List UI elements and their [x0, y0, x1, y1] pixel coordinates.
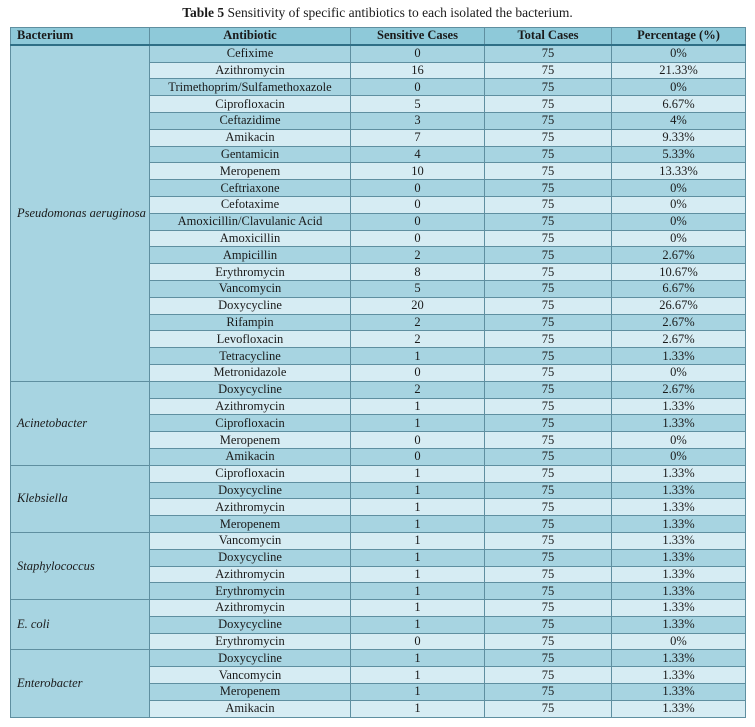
total-cases-cell: 75 — [485, 112, 612, 129]
percentage-cell: 1.33% — [612, 516, 746, 533]
antibiotic-cell: Vancomycin — [150, 667, 351, 684]
percentage-cell: 26.67% — [612, 297, 746, 314]
sensitive-cases-cell: 1 — [351, 616, 485, 633]
sensitive-cases-cell: 16 — [351, 62, 485, 79]
antibiotic-cell: Azithromycin — [150, 398, 351, 415]
total-cases-cell: 75 — [485, 364, 612, 381]
sensitive-cases-cell: 0 — [351, 432, 485, 449]
antibiotic-cell: Vancomycin — [150, 280, 351, 297]
percentage-cell: 13.33% — [612, 163, 746, 180]
percentage-cell: 1.33% — [612, 566, 746, 583]
table-caption — [0, 4, 755, 22]
total-cases-cell: 75 — [485, 700, 612, 717]
sensitive-cases-cell: 1 — [351, 549, 485, 566]
antibiotic-cell: Doxycycline — [150, 297, 351, 314]
total-cases-cell: 75 — [485, 348, 612, 365]
sensitive-cases-cell: 0 — [351, 180, 485, 197]
antibiotic-cell: Doxycycline — [150, 616, 351, 633]
total-cases-cell: 75 — [485, 415, 612, 432]
sensitive-cases-cell: 1 — [351, 566, 485, 583]
percentage-cell: 4% — [612, 112, 746, 129]
sensitive-cases-cell: 5 — [351, 280, 485, 297]
sensitive-cases-cell: 0 — [351, 213, 485, 230]
percentage-cell: 0% — [612, 196, 746, 213]
sensitive-cases-cell: 1 — [351, 532, 485, 549]
sensitivity-table — [10, 27, 746, 718]
sensitive-cases-cell: 5 — [351, 96, 485, 113]
total-cases-cell: 75 — [485, 62, 612, 79]
total-cases-cell: 75 — [485, 616, 612, 633]
caption-label: Table 5 — [182, 5, 225, 20]
total-cases-cell: 75 — [485, 650, 612, 667]
antibiotic-cell: Gentamicin — [150, 146, 351, 163]
total-cases-cell: 75 — [485, 146, 612, 163]
antibiotic-cell: Azithromycin — [150, 600, 351, 617]
header-sensitive-cases: Sensitive Cases — [351, 28, 485, 45]
sensitive-cases-cell: 1 — [351, 650, 485, 667]
table-row — [11, 381, 746, 398]
total-cases-cell: 75 — [485, 297, 612, 314]
percentage-cell: 0% — [612, 432, 746, 449]
sensitive-cases-cell: 0 — [351, 633, 485, 650]
header-total-cases: Total Cases — [485, 28, 612, 45]
antibiotic-cell: Doxycycline — [150, 381, 351, 398]
sensitive-cases-cell: 1 — [351, 684, 485, 701]
percentage-cell: 1.33% — [612, 532, 746, 549]
table-header — [11, 28, 746, 45]
antibiotic-cell: Erythromycin — [150, 583, 351, 600]
table-row — [11, 45, 746, 62]
sensitive-cases-cell: 1 — [351, 398, 485, 415]
percentage-cell: 2.67% — [612, 381, 746, 398]
percentage-cell: 1.33% — [612, 398, 746, 415]
sensitive-cases-cell: 1 — [351, 348, 485, 365]
antibiotic-cell: Azithromycin — [150, 62, 351, 79]
sensitive-cases-cell: 0 — [351, 196, 485, 213]
percentage-cell: 6.67% — [612, 96, 746, 113]
percentage-cell: 9.33% — [612, 129, 746, 146]
total-cases-cell: 75 — [485, 432, 612, 449]
percentage-cell: 0% — [612, 230, 746, 247]
bacterium-cell: Pseudomonas aeruginosa — [11, 45, 150, 381]
antibiotic-cell: Cefixime — [150, 45, 351, 62]
antibiotic-cell: Vancomycin — [150, 532, 351, 549]
antibiotic-cell: Erythromycin — [150, 264, 351, 281]
total-cases-cell: 75 — [485, 532, 612, 549]
percentage-cell: 1.33% — [612, 482, 746, 499]
percentage-cell: 1.33% — [612, 415, 746, 432]
antibiotic-cell: Levofloxacin — [150, 331, 351, 348]
antibiotic-cell: Cefotaxime — [150, 196, 351, 213]
total-cases-cell: 75 — [485, 633, 612, 650]
antibiotic-cell: Ciprofloxacin — [150, 96, 351, 113]
percentage-cell: 2.67% — [612, 247, 746, 264]
table-row — [11, 650, 746, 667]
total-cases-cell: 75 — [485, 163, 612, 180]
percentage-cell: 5.33% — [612, 146, 746, 163]
antibiotic-cell: Ciprofloxacin — [150, 415, 351, 432]
sensitive-cases-cell: 3 — [351, 112, 485, 129]
total-cases-cell: 75 — [485, 230, 612, 247]
percentage-cell: 1.33% — [612, 650, 746, 667]
total-cases-cell: 75 — [485, 482, 612, 499]
total-cases-cell: 75 — [485, 684, 612, 701]
antibiotic-cell: Ciprofloxacin — [150, 465, 351, 482]
antibiotic-cell: Meropenem — [150, 684, 351, 701]
total-cases-cell: 75 — [485, 213, 612, 230]
percentage-cell: 10.67% — [612, 264, 746, 281]
sensitive-cases-cell: 1 — [351, 415, 485, 432]
percentage-cell: 6.67% — [612, 280, 746, 297]
bacterium-cell: Klebsiella — [11, 465, 150, 532]
antibiotic-cell: Amikacin — [150, 129, 351, 146]
sensitive-cases-cell: 2 — [351, 331, 485, 348]
percentage-cell: 1.33% — [612, 549, 746, 566]
table-row — [11, 600, 746, 617]
percentage-cell: 0% — [612, 213, 746, 230]
total-cases-cell: 75 — [485, 79, 612, 96]
caption-text: Sensitivity of specific antibiotics to each isolated the bacterium. — [224, 5, 573, 20]
sensitive-cases-cell: 0 — [351, 364, 485, 381]
sensitive-cases-cell: 7 — [351, 129, 485, 146]
total-cases-cell: 75 — [485, 499, 612, 516]
percentage-cell: 1.33% — [612, 600, 746, 617]
header-row — [11, 28, 746, 45]
table-body — [11, 45, 746, 717]
sensitive-cases-cell: 1 — [351, 482, 485, 499]
antibiotic-cell: Rifampin — [150, 314, 351, 331]
percentage-cell: 1.33% — [612, 700, 746, 717]
percentage-cell: 0% — [612, 633, 746, 650]
percentage-cell: 21.33% — [612, 62, 746, 79]
antibiotic-cell: Metronidazole — [150, 364, 351, 381]
total-cases-cell: 75 — [485, 516, 612, 533]
antibiotic-cell: Doxycycline — [150, 549, 351, 566]
sensitive-cases-cell: 0 — [351, 230, 485, 247]
percentage-cell: 0% — [612, 364, 746, 381]
total-cases-cell: 75 — [485, 96, 612, 113]
percentage-cell: 1.33% — [612, 465, 746, 482]
sensitive-cases-cell: 2 — [351, 314, 485, 331]
sensitive-cases-cell: 1 — [351, 499, 485, 516]
total-cases-cell: 75 — [485, 465, 612, 482]
total-cases-cell: 75 — [485, 331, 612, 348]
total-cases-cell: 75 — [485, 247, 612, 264]
total-cases-cell: 75 — [485, 45, 612, 62]
sensitive-cases-cell: 8 — [351, 264, 485, 281]
antibiotic-cell: Meropenem — [150, 163, 351, 180]
header-bacterium: Bacterium — [11, 28, 150, 45]
sensitive-cases-cell: 20 — [351, 297, 485, 314]
percentage-cell: 1.33% — [612, 684, 746, 701]
sensitive-cases-cell: 4 — [351, 146, 485, 163]
total-cases-cell: 75 — [485, 196, 612, 213]
percentage-cell: 1.33% — [612, 348, 746, 365]
sensitive-cases-cell: 1 — [351, 667, 485, 684]
header-antibiotic: Antibiotic — [150, 28, 351, 45]
antibiotic-cell: Azithromycin — [150, 499, 351, 516]
antibiotic-cell: Amikacin — [150, 700, 351, 717]
percentage-cell: 0% — [612, 448, 746, 465]
sensitive-cases-cell: 2 — [351, 381, 485, 398]
percentage-cell: 2.67% — [612, 331, 746, 348]
percentage-cell: 0% — [612, 45, 746, 62]
total-cases-cell: 75 — [485, 381, 612, 398]
bacterium-cell: Acinetobacter — [11, 381, 150, 465]
sensitive-cases-cell: 1 — [351, 700, 485, 717]
percentage-cell: 1.33% — [612, 499, 746, 516]
sensitive-cases-cell: 0 — [351, 79, 485, 96]
antibiotic-cell: Erythromycin — [150, 633, 351, 650]
total-cases-cell: 75 — [485, 398, 612, 415]
antibiotic-cell: Azithromycin — [150, 566, 351, 583]
percentage-cell: 2.67% — [612, 314, 746, 331]
sensitive-cases-cell: 10 — [351, 163, 485, 180]
percentage-cell: 1.33% — [612, 667, 746, 684]
antibiotic-cell: Doxycycline — [150, 482, 351, 499]
sensitive-cases-cell: 0 — [351, 45, 485, 62]
table-row — [11, 532, 746, 549]
total-cases-cell: 75 — [485, 264, 612, 281]
bacterium-cell: E. coli — [11, 600, 150, 650]
total-cases-cell: 75 — [485, 583, 612, 600]
antibiotic-cell: Amikacin — [150, 448, 351, 465]
bacterium-cell: Staphylococcus — [11, 532, 150, 599]
antibiotic-cell: Ceftazidime — [150, 112, 351, 129]
total-cases-cell: 75 — [485, 129, 612, 146]
antibiotic-cell: Trimethoprim/Sulfamethoxazole — [150, 79, 351, 96]
bacterium-cell: Enterobacter — [11, 650, 150, 717]
percentage-cell: 1.33% — [612, 616, 746, 633]
total-cases-cell: 75 — [485, 448, 612, 465]
antibiotic-cell: Tetracycline — [150, 348, 351, 365]
percentage-cell: 0% — [612, 180, 746, 197]
sensitive-cases-cell: 1 — [351, 600, 485, 617]
total-cases-cell: 75 — [485, 180, 612, 197]
sensitive-cases-cell: 0 — [351, 448, 485, 465]
total-cases-cell: 75 — [485, 280, 612, 297]
percentage-cell: 0% — [612, 79, 746, 96]
antibiotic-cell: Amoxicillin — [150, 230, 351, 247]
header-percentage: Percentage (%) — [612, 28, 746, 45]
sensitive-cases-cell: 1 — [351, 516, 485, 533]
total-cases-cell: 75 — [485, 314, 612, 331]
total-cases-cell: 75 — [485, 600, 612, 617]
table-row — [11, 465, 746, 482]
total-cases-cell: 75 — [485, 549, 612, 566]
sensitive-cases-cell: 1 — [351, 465, 485, 482]
antibiotic-cell: Meropenem — [150, 432, 351, 449]
sensitive-cases-cell: 2 — [351, 247, 485, 264]
percentage-cell: 1.33% — [612, 583, 746, 600]
total-cases-cell: 75 — [485, 566, 612, 583]
antibiotic-cell: Ampicillin — [150, 247, 351, 264]
antibiotic-cell: Doxycycline — [150, 650, 351, 667]
sensitive-cases-cell: 1 — [351, 583, 485, 600]
total-cases-cell: 75 — [485, 667, 612, 684]
antibiotic-cell: Amoxicillin/Clavulanic Acid — [150, 213, 351, 230]
antibiotic-cell: Meropenem — [150, 516, 351, 533]
antibiotic-cell: Ceftriaxone — [150, 180, 351, 197]
